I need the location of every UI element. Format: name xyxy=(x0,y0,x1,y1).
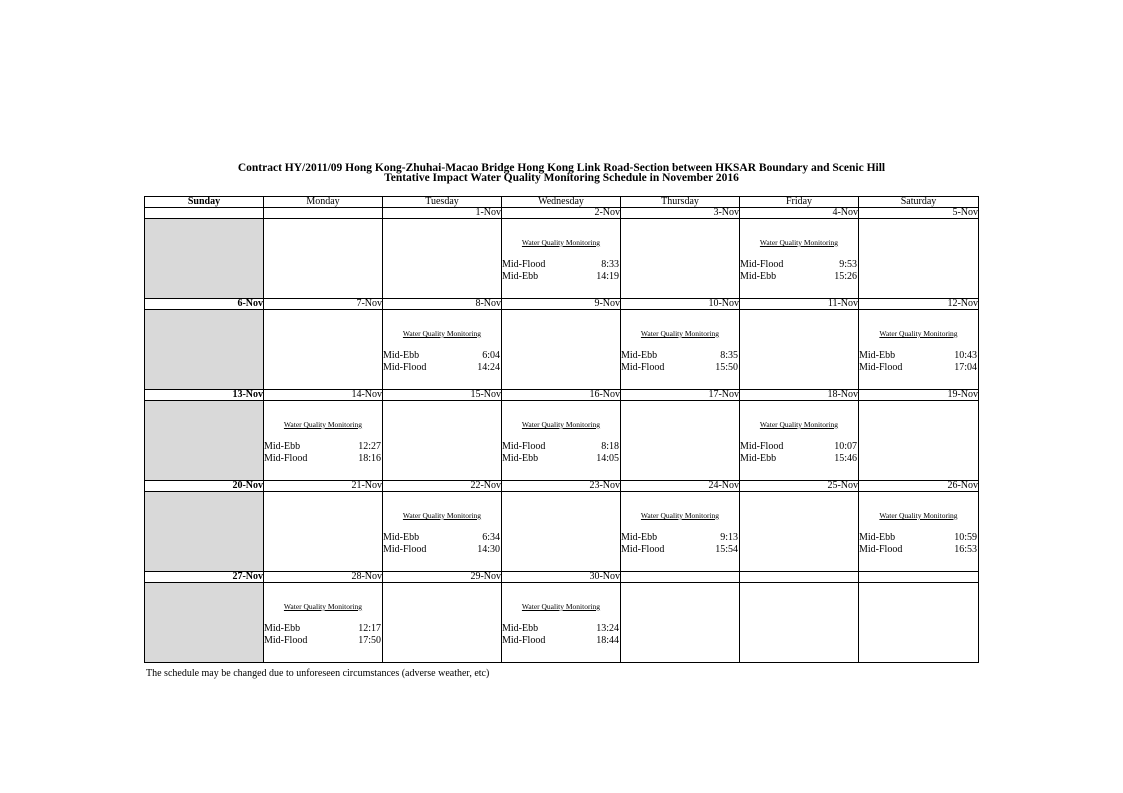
tide-label: Mid-Ebb xyxy=(502,452,539,464)
day-cell xyxy=(740,219,859,299)
tide-row xyxy=(383,532,501,544)
event-title: Water Quality Monitoring xyxy=(283,602,363,611)
date-row xyxy=(145,572,979,583)
day-cell xyxy=(859,492,979,572)
weekday-header: Monday xyxy=(264,197,383,208)
monitoring-event xyxy=(502,237,620,282)
tide-label: Mid-Flood xyxy=(621,361,665,373)
tide-label: Mid-Ebb xyxy=(621,532,658,543)
date-row xyxy=(145,481,979,492)
tide-row xyxy=(740,453,858,465)
tide-time: 9:13 xyxy=(720,532,738,543)
tide-time: 17:04 xyxy=(954,361,977,373)
weekday-header: Saturday xyxy=(859,197,979,208)
tide-time: 6:34 xyxy=(482,532,500,543)
day-cell xyxy=(264,492,383,572)
event-title: Water Quality Monitoring xyxy=(283,420,363,429)
tide-time: 8:33 xyxy=(601,259,619,270)
day-cell xyxy=(383,583,502,663)
day-cell xyxy=(621,401,740,481)
date-cell: 28-Nov xyxy=(264,572,383,583)
tide-time: 10:07 xyxy=(834,441,857,452)
date-cell: 25-Nov xyxy=(740,481,859,492)
day-cell xyxy=(859,583,979,663)
date-cell xyxy=(621,572,740,583)
day-cell xyxy=(621,583,740,663)
event-title: Water Quality Monitoring xyxy=(521,238,601,247)
tide-time: 10:59 xyxy=(954,532,977,543)
day-cell xyxy=(145,219,264,299)
day-cell xyxy=(502,310,621,390)
day-cell xyxy=(859,219,979,299)
tide-label: Mid-Ebb xyxy=(740,270,777,282)
date-cell: 4-Nov xyxy=(740,208,859,219)
monitoring-event xyxy=(502,419,620,464)
tide-time: 12:27 xyxy=(358,441,381,452)
tide-row xyxy=(502,259,620,271)
event-title: Water Quality Monitoring xyxy=(521,602,601,611)
date-cell: 24-Nov xyxy=(621,481,740,492)
tide-label: Mid-Flood xyxy=(264,452,308,464)
weekday-header: Sunday xyxy=(145,197,264,208)
day-cell xyxy=(383,492,502,572)
date-cell: 2-Nov xyxy=(502,208,621,219)
monitoring-calendar xyxy=(144,196,979,663)
tide-label: Mid-Ebb xyxy=(383,350,420,361)
event-title: Water Quality Monitoring xyxy=(402,329,482,338)
day-cell xyxy=(383,219,502,299)
tide-row xyxy=(859,532,978,544)
tide-label: Mid-Flood xyxy=(502,634,546,646)
event-title: Water Quality Monitoring xyxy=(402,511,482,520)
tide-time: 17:50 xyxy=(358,634,381,646)
day-cell xyxy=(740,583,859,663)
day-cell xyxy=(502,583,621,663)
date-row xyxy=(145,390,979,401)
tide-label: Mid-Ebb xyxy=(264,441,301,452)
tide-label: Mid-Ebb xyxy=(859,532,896,543)
tide-time: 14:19 xyxy=(596,270,619,282)
day-body-row xyxy=(145,492,979,572)
weekday-header: Wednesday xyxy=(502,197,621,208)
tide-label: Mid-Flood xyxy=(383,543,427,555)
event-title: Water Quality Monitoring xyxy=(879,511,958,520)
day-cell xyxy=(383,401,502,481)
tide-row xyxy=(621,544,739,556)
date-cell: 12-Nov xyxy=(859,299,979,310)
tide-row xyxy=(383,350,501,362)
tide-time: 6:04 xyxy=(482,350,500,361)
tide-time: 8:35 xyxy=(720,350,738,361)
tide-time: 14:24 xyxy=(477,361,500,373)
date-cell: 21-Nov xyxy=(264,481,383,492)
date-cell: 30-Nov xyxy=(502,572,621,583)
tide-time: 16:53 xyxy=(954,543,977,555)
day-cell xyxy=(859,401,979,481)
tide-label: Mid-Flood xyxy=(502,441,546,452)
tide-time: 14:30 xyxy=(477,543,500,555)
date-cell: 7-Nov xyxy=(264,299,383,310)
monitoring-event xyxy=(621,510,739,555)
day-cell xyxy=(145,310,264,390)
date-cell: 29-Nov xyxy=(383,572,502,583)
weekday-header: Thursday xyxy=(621,197,740,208)
monitoring-event xyxy=(383,510,501,555)
tide-label: Mid-Flood xyxy=(740,441,784,452)
day-cell xyxy=(264,583,383,663)
tide-time: 10:43 xyxy=(954,350,977,361)
day-cell xyxy=(621,492,740,572)
tide-time: 15:54 xyxy=(715,543,738,555)
day-body-row xyxy=(145,219,979,299)
tide-time: 9:53 xyxy=(839,259,857,270)
tide-row xyxy=(264,623,382,635)
day-body-row xyxy=(145,583,979,663)
weekday-header-row xyxy=(145,197,979,208)
day-cell xyxy=(264,219,383,299)
date-cell xyxy=(740,572,859,583)
date-cell: 9-Nov xyxy=(502,299,621,310)
tide-label: Mid-Flood xyxy=(859,543,903,555)
date-cell: 19-Nov xyxy=(859,390,979,401)
date-cell: 17-Nov xyxy=(621,390,740,401)
date-cell: 27-Nov xyxy=(145,572,264,583)
tide-row xyxy=(383,362,501,374)
tide-row xyxy=(502,441,620,453)
tide-row xyxy=(859,350,978,362)
tide-row xyxy=(264,635,382,647)
tide-row xyxy=(621,362,739,374)
monitoring-event xyxy=(264,419,382,464)
date-cell: 10-Nov xyxy=(621,299,740,310)
tide-label: Mid-Ebb xyxy=(264,623,301,634)
tide-label: Mid-Ebb xyxy=(621,350,658,361)
day-cell xyxy=(740,310,859,390)
day-cell xyxy=(502,401,621,481)
event-title: Water Quality Monitoring xyxy=(759,238,839,247)
tide-row xyxy=(621,532,739,544)
date-cell: 20-Nov xyxy=(145,481,264,492)
tide-row xyxy=(502,623,620,635)
date-cell: 22-Nov xyxy=(383,481,502,492)
event-title: Water Quality Monitoring xyxy=(640,511,720,520)
date-cell xyxy=(145,208,264,219)
date-cell: 16-Nov xyxy=(502,390,621,401)
day-cell xyxy=(740,492,859,572)
day-cell xyxy=(264,310,383,390)
monitoring-event xyxy=(264,601,382,646)
date-cell: 5-Nov xyxy=(859,208,979,219)
date-cell: 23-Nov xyxy=(502,481,621,492)
monitoring-event xyxy=(383,328,501,373)
date-row xyxy=(145,208,979,219)
monitoring-event xyxy=(740,237,858,282)
event-title: Water Quality Monitoring xyxy=(879,329,958,338)
tide-time: 12:17 xyxy=(358,623,381,634)
tide-label: Mid-Ebb xyxy=(740,452,777,464)
date-cell: 6-Nov xyxy=(145,299,264,310)
day-body-row xyxy=(145,310,979,390)
monitoring-event xyxy=(502,601,620,646)
tide-row xyxy=(264,441,382,453)
tide-row xyxy=(502,453,620,465)
event-title: Water Quality Monitoring xyxy=(759,420,839,429)
day-cell xyxy=(740,401,859,481)
day-cell xyxy=(145,401,264,481)
tide-row xyxy=(740,271,858,283)
document-title: Contract HY/2011/09 Hong Kong-Zhuhai-Macao Bridge Hong Kong Link Road-Section between HKSAR Boundary and Scenic Hill xyxy=(237,162,886,174)
tide-label: Mid-Flood xyxy=(859,361,903,373)
tide-label: Mid-Flood xyxy=(383,361,427,373)
tide-row xyxy=(264,453,382,465)
tide-row xyxy=(502,635,620,647)
day-cell xyxy=(264,401,383,481)
tide-time: 13:24 xyxy=(596,623,619,634)
tide-label: Mid-Flood xyxy=(502,259,546,270)
day-cell xyxy=(621,219,740,299)
day-cell xyxy=(145,583,264,663)
tide-label: Mid-Flood xyxy=(264,634,308,646)
document-subtitle: Tentative Impact Water Quality Monitoring Schedule in November 2016 xyxy=(384,172,739,184)
tide-row xyxy=(621,350,739,362)
event-title: Water Quality Monitoring xyxy=(521,420,601,429)
tide-time: 18:44 xyxy=(596,634,619,646)
tide-label: Mid-Ebb xyxy=(383,532,420,543)
tide-row xyxy=(740,259,858,271)
date-cell: 18-Nov xyxy=(740,390,859,401)
date-cell: 3-Nov xyxy=(621,208,740,219)
tide-time: 15:26 xyxy=(834,270,857,282)
tide-time: 15:50 xyxy=(715,361,738,373)
weekday-header: Friday xyxy=(740,197,859,208)
day-cell xyxy=(621,310,740,390)
date-cell: 14-Nov xyxy=(264,390,383,401)
tide-label: Mid-Ebb xyxy=(502,623,539,634)
date-row xyxy=(145,299,979,310)
tide-label: Mid-Ebb xyxy=(502,270,539,282)
schedule-note: The schedule may be changed due to unforeseen circumstances (adverse weather, etc) xyxy=(146,668,490,679)
tide-time: 14:05 xyxy=(596,452,619,464)
event-title: Water Quality Monitoring xyxy=(640,329,720,338)
tide-row xyxy=(859,362,978,374)
day-cell xyxy=(145,492,264,572)
weekday-header: Tuesday xyxy=(383,197,502,208)
day-cell xyxy=(502,492,621,572)
monitoring-event xyxy=(859,328,978,373)
tide-row xyxy=(383,544,501,556)
date-cell: 26-Nov xyxy=(859,481,979,492)
tide-time: 8:18 xyxy=(601,441,619,452)
tide-row xyxy=(859,544,978,556)
monitoring-event xyxy=(621,328,739,373)
monitoring-event xyxy=(740,419,858,464)
day-body-row xyxy=(145,401,979,481)
tide-row xyxy=(502,271,620,283)
date-cell: 15-Nov xyxy=(383,390,502,401)
tide-label: Mid-Ebb xyxy=(859,350,896,361)
tide-time: 15:46 xyxy=(834,452,857,464)
date-cell: 8-Nov xyxy=(383,299,502,310)
day-cell xyxy=(859,310,979,390)
tide-label: Mid-Flood xyxy=(740,259,784,270)
date-cell: 1-Nov xyxy=(383,208,502,219)
tide-label: Mid-Flood xyxy=(621,543,665,555)
date-cell xyxy=(264,208,383,219)
day-cell xyxy=(383,310,502,390)
monitoring-event xyxy=(859,510,978,555)
tide-row xyxy=(740,441,858,453)
day-cell xyxy=(502,219,621,299)
date-cell xyxy=(859,572,979,583)
date-cell: 13-Nov xyxy=(145,390,264,401)
date-cell: 11-Nov xyxy=(740,299,859,310)
tide-time: 18:16 xyxy=(358,452,381,464)
